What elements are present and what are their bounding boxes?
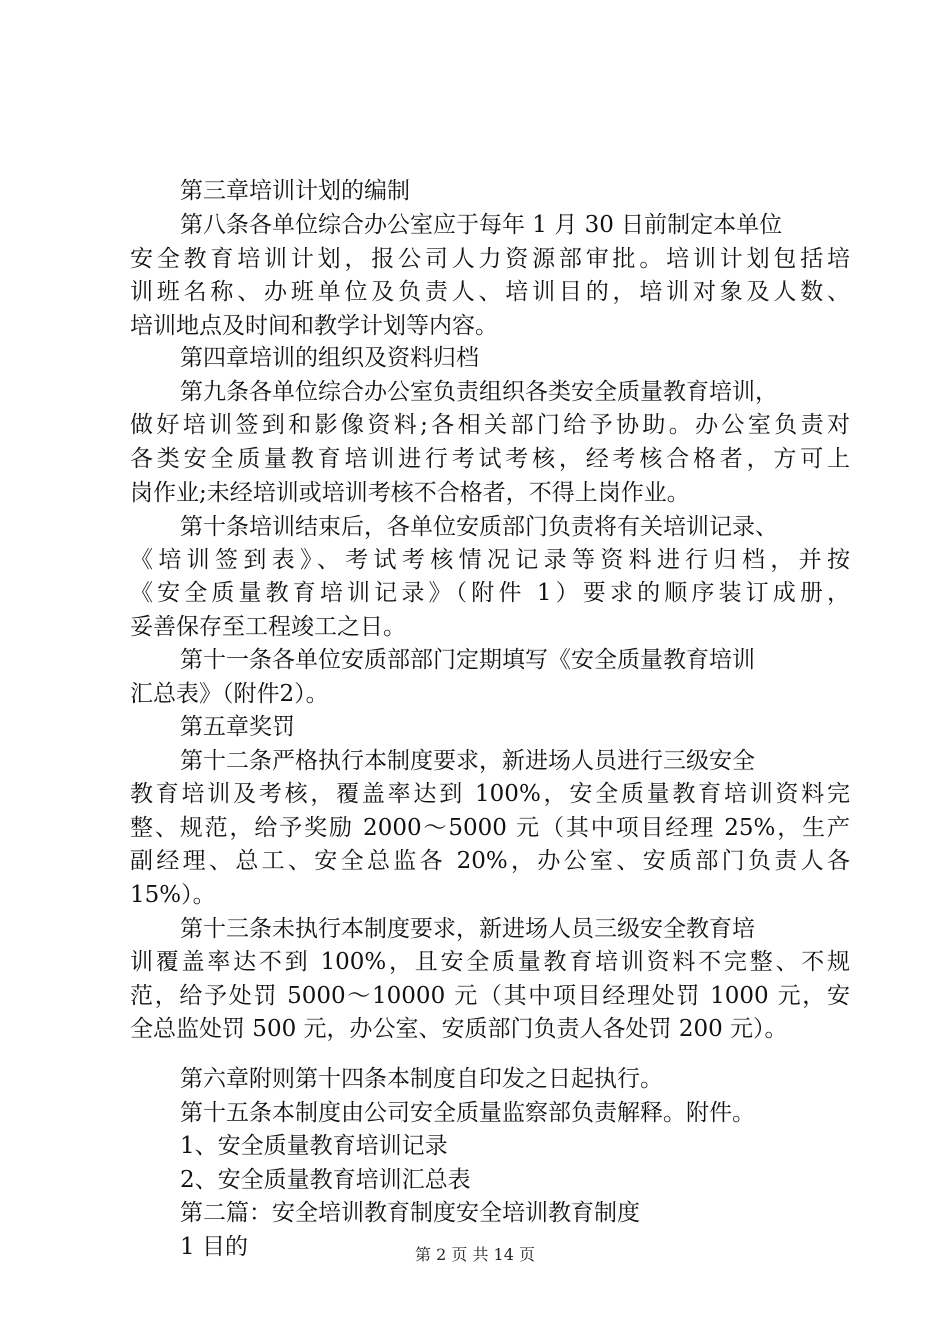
article-9-line-3: 各类安全质量教育培训进行考试考核，经考核合格者，方可上 bbox=[130, 446, 850, 472]
article-13-line-4: 全总监处罚 500 元，办公室、安质部门负责人各处罚 200 元）。 bbox=[130, 1016, 788, 1042]
article-8-line-2: 安全教育培训计划，报公司人力资源部审批。培训计划包括培 bbox=[130, 246, 850, 272]
attachment-1: 1、安全质量教育培训记录 bbox=[180, 1133, 448, 1159]
article-15-line: 第十五条本制度由公司安全质量监察部负责解释。附件。 bbox=[180, 1100, 755, 1126]
article-10-line-2: 《培训签到表》、考试考核情况记录等资料进行归档，并按 bbox=[130, 547, 850, 573]
article-8-line-3: 训班名称、办班单位及负责人、培训目的，培训对象及人数、 bbox=[130, 279, 850, 305]
article-11-line-1: 第十一条各单位安质部部门定期填写《安全质量教育培训 bbox=[180, 647, 755, 673]
article-13-line-3: 范，给予处罚 5000～10000 元（其中项目经理处罚 1000 元，安 bbox=[130, 983, 850, 1009]
article-13-line-1: 第十三条未执行本制度要求，新进场人员三级安全教育培 bbox=[180, 916, 755, 942]
article-10-line-4: 妥善保存至工程竣工之日。 bbox=[130, 614, 406, 640]
article-12-line-3: 整、规范，给予奖励 2000～5000 元（其中项目经理 25%，生产 bbox=[130, 815, 850, 841]
article-10-line-3: 《安全质量教育培训记录》（附件 1）要求的顺序装订成册， bbox=[130, 580, 850, 606]
article-12-line-5: 15%）。 bbox=[130, 882, 216, 908]
attachment-2: 2、安全质量教育培训汇总表 bbox=[180, 1167, 471, 1193]
chapter-4-heading: 第四章培训的组织及资料归档 bbox=[180, 345, 479, 371]
chapter-6-article-14: 第六章附则第十四条本制度自印发之日起执行。 bbox=[180, 1066, 663, 1092]
chapter-3-heading: 第三章培训计划的编制 bbox=[180, 178, 410, 204]
article-12-line-1: 第十二条严格执行本制度要求，新进场人员进行三级安全 bbox=[180, 748, 755, 774]
article-9-line-4: 岗作业;未经培训或培训考核不合格者，不得上岗作业。 bbox=[130, 480, 690, 506]
article-10-line-1: 第十条培训结束后，各单位安质部门负责将有关培训记录、 bbox=[180, 514, 778, 540]
article-9-line-1: 第九条各单位综合办公室负责组织各类安全质量教育培训， bbox=[180, 379, 778, 405]
page-footer: 第 2 页 共 14 页 bbox=[415, 1245, 535, 1264]
article-8-line-1: 第八条各单位综合办公室应于每年 1 月 30 日前制定本单位 bbox=[180, 212, 783, 238]
article-9-line-2: 做好培训签到和影像资料;各相关部门给予协助。办公室负责对 bbox=[130, 412, 850, 438]
chapter-5-heading: 第五章奖罚 bbox=[180, 714, 295, 740]
article-11-line-2: 汇总表》（附件2）。 bbox=[130, 681, 329, 707]
article-12-line-2: 教育培训及考核，覆盖率达到 100%，安全质量教育培训资料完 bbox=[130, 781, 850, 807]
article-8-line-4: 培训地点及时间和教学计划等内容。 bbox=[130, 313, 498, 339]
article-12-line-4: 副经理、总工、安全总监各 20%，办公室、安质部门负责人各 bbox=[130, 848, 850, 874]
article-13-line-2: 训覆盖率达不到 100%，且安全质量教育培训资料不完整、不规 bbox=[130, 949, 850, 975]
section-1-purpose: 1 目的 bbox=[180, 1234, 248, 1260]
part-2-heading: 第二篇：安全培训教育制度安全培训教育制度 bbox=[180, 1200, 640, 1226]
